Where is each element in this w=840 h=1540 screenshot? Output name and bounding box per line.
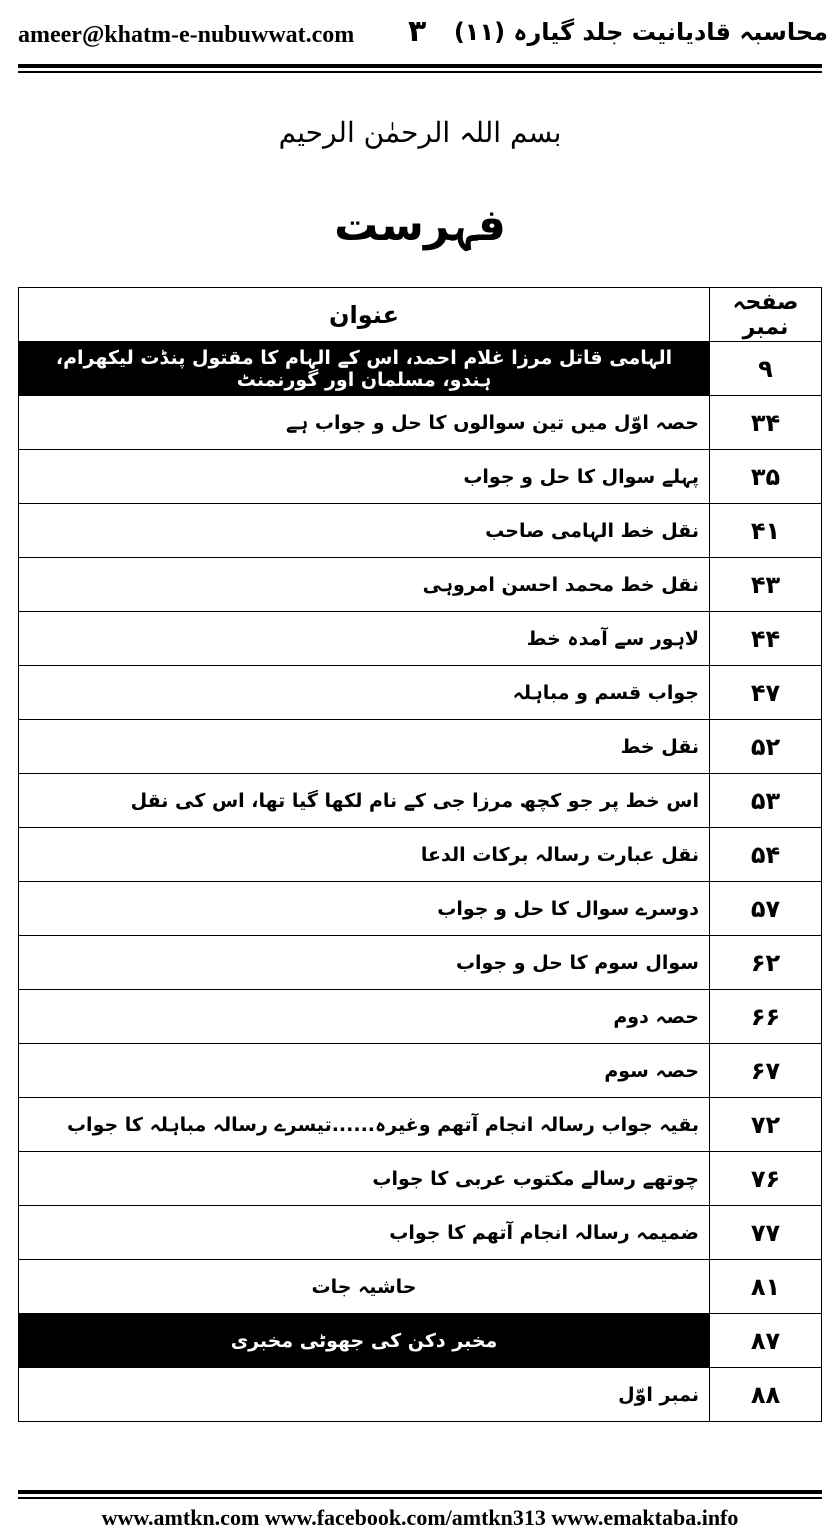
table-row — [19, 1098, 822, 1152]
entry-title: جواب قسم و مباہلہ — [19, 666, 710, 720]
entry-page: ۵۷ — [710, 882, 822, 936]
entry-page: ۶۶ — [710, 990, 822, 1044]
entry-title: حصہ سوم — [19, 1044, 710, 1098]
entry-page: ۸۱ — [710, 1260, 822, 1314]
table-row — [19, 720, 822, 774]
table-row — [19, 774, 822, 828]
entry-page: ۷۷ — [710, 1206, 822, 1260]
entry-title: دوسرے سوال کا حل و جواب — [19, 882, 710, 936]
entry-title: نقل عبارت رسالہ برکات الدعا — [19, 828, 710, 882]
table-row — [19, 558, 822, 612]
table-row — [19, 1260, 822, 1314]
entry-page: ۴۱ — [710, 504, 822, 558]
entry-title: سوال سوم کا حل و جواب — [19, 936, 710, 990]
footer-links: www.amtkn.com www.facebook.com/amtkn313 www.emaktaba.info — [101, 1505, 739, 1530]
entry-page: ۳۴ — [710, 396, 822, 450]
header-rule-thin — [18, 71, 822, 73]
table-row — [19, 450, 822, 504]
entry-page: ۵۲ — [710, 720, 822, 774]
table-row — [19, 1368, 822, 1422]
table-row — [19, 504, 822, 558]
entry-title: حصہ اوّل میں تین سوالوں کا حل و جواب ہے — [19, 396, 710, 450]
table-row — [19, 612, 822, 666]
header-email: ameer@khatm-e-nubuwwat.com — [18, 22, 355, 48]
bismillah: بسم اللہ الرحمٰن الرحیم — [278, 116, 562, 149]
entry-page: ۴۷ — [710, 666, 822, 720]
table-row — [19, 1206, 822, 1260]
header-rule-thick — [18, 64, 822, 68]
entry-title: لاہور سے آمدہ خط — [19, 612, 710, 666]
table-row — [19, 342, 822, 396]
entry-page: ۵۳ — [710, 774, 822, 828]
table-row — [19, 882, 822, 936]
table-row — [19, 828, 822, 882]
entry-page: ۷۶ — [710, 1152, 822, 1206]
entry-title: مخبر دکن کی جھوٹی مخبری — [19, 1314, 710, 1368]
entry-title: بقیہ جواب رسالہ انجام آتھم وغیرہ......تیسرے رسالہ مباہلہ کا جواب — [19, 1098, 710, 1152]
table-row — [19, 396, 822, 450]
table-row — [19, 666, 822, 720]
page-header — [0, 0, 840, 80]
entry-page: ۶۲ — [710, 936, 822, 990]
table-row — [19, 990, 822, 1044]
entry-title: اس خط پر جو کچھ مرزا جی کے نام لکھا گیا تھا، اس کی نقل — [19, 774, 710, 828]
header-page-number: ۳ — [408, 14, 427, 49]
table-header-row — [19, 288, 822, 342]
entry-title: چوتھے رسالے مکتوب عربی کا جواب — [19, 1152, 710, 1206]
entry-title: نمبر اوّل — [19, 1368, 710, 1422]
entry-title: حاشیہ جات — [19, 1260, 710, 1314]
table-row — [19, 1044, 822, 1098]
entry-page: ۸۸ — [710, 1368, 822, 1422]
column-header-title: عنوان — [19, 288, 710, 342]
page-title: فہرست — [334, 200, 506, 251]
entry-page: ۹ — [710, 342, 822, 396]
entry-title: الہامی قاتل مرزا غلام احمد، اس کے الہام کا مقتول پنڈت لیکھرام، ہندو، مسلمان اور گورنمنٹ — [19, 342, 710, 396]
table-row — [19, 1152, 822, 1206]
entry-title: نقل خط — [19, 720, 710, 774]
header-book-title: محاسبہ قادیانیت جلد گیارہ (۱۱) — [453, 18, 828, 46]
entry-title: ضمیمہ رسالہ انجام آتھم کا جواب — [19, 1206, 710, 1260]
entry-page: ۳۵ — [710, 450, 822, 504]
entry-page: ۷۲ — [710, 1098, 822, 1152]
entry-title: پہلے سوال کا حل و جواب — [19, 450, 710, 504]
table-row — [19, 1314, 822, 1368]
column-header-page: صفحہ نمبر — [710, 288, 822, 342]
entry-title: حصہ دوم — [19, 990, 710, 1044]
entry-page: ۸۷ — [710, 1314, 822, 1368]
entry-page: ۶۷ — [710, 1044, 822, 1098]
entry-page: ۴۴ — [710, 612, 822, 666]
contents-table — [18, 287, 822, 1422]
entry-page: ۵۴ — [710, 828, 822, 882]
table-row — [19, 936, 822, 990]
footer-rule-thick — [18, 1490, 822, 1494]
entry-page: ۴۳ — [710, 558, 822, 612]
entry-title: نقل خط محمد احسن امروہی — [19, 558, 710, 612]
entry-title: نقل خط الہامی صاحب — [19, 504, 710, 558]
footer-rule-thin — [18, 1497, 822, 1499]
